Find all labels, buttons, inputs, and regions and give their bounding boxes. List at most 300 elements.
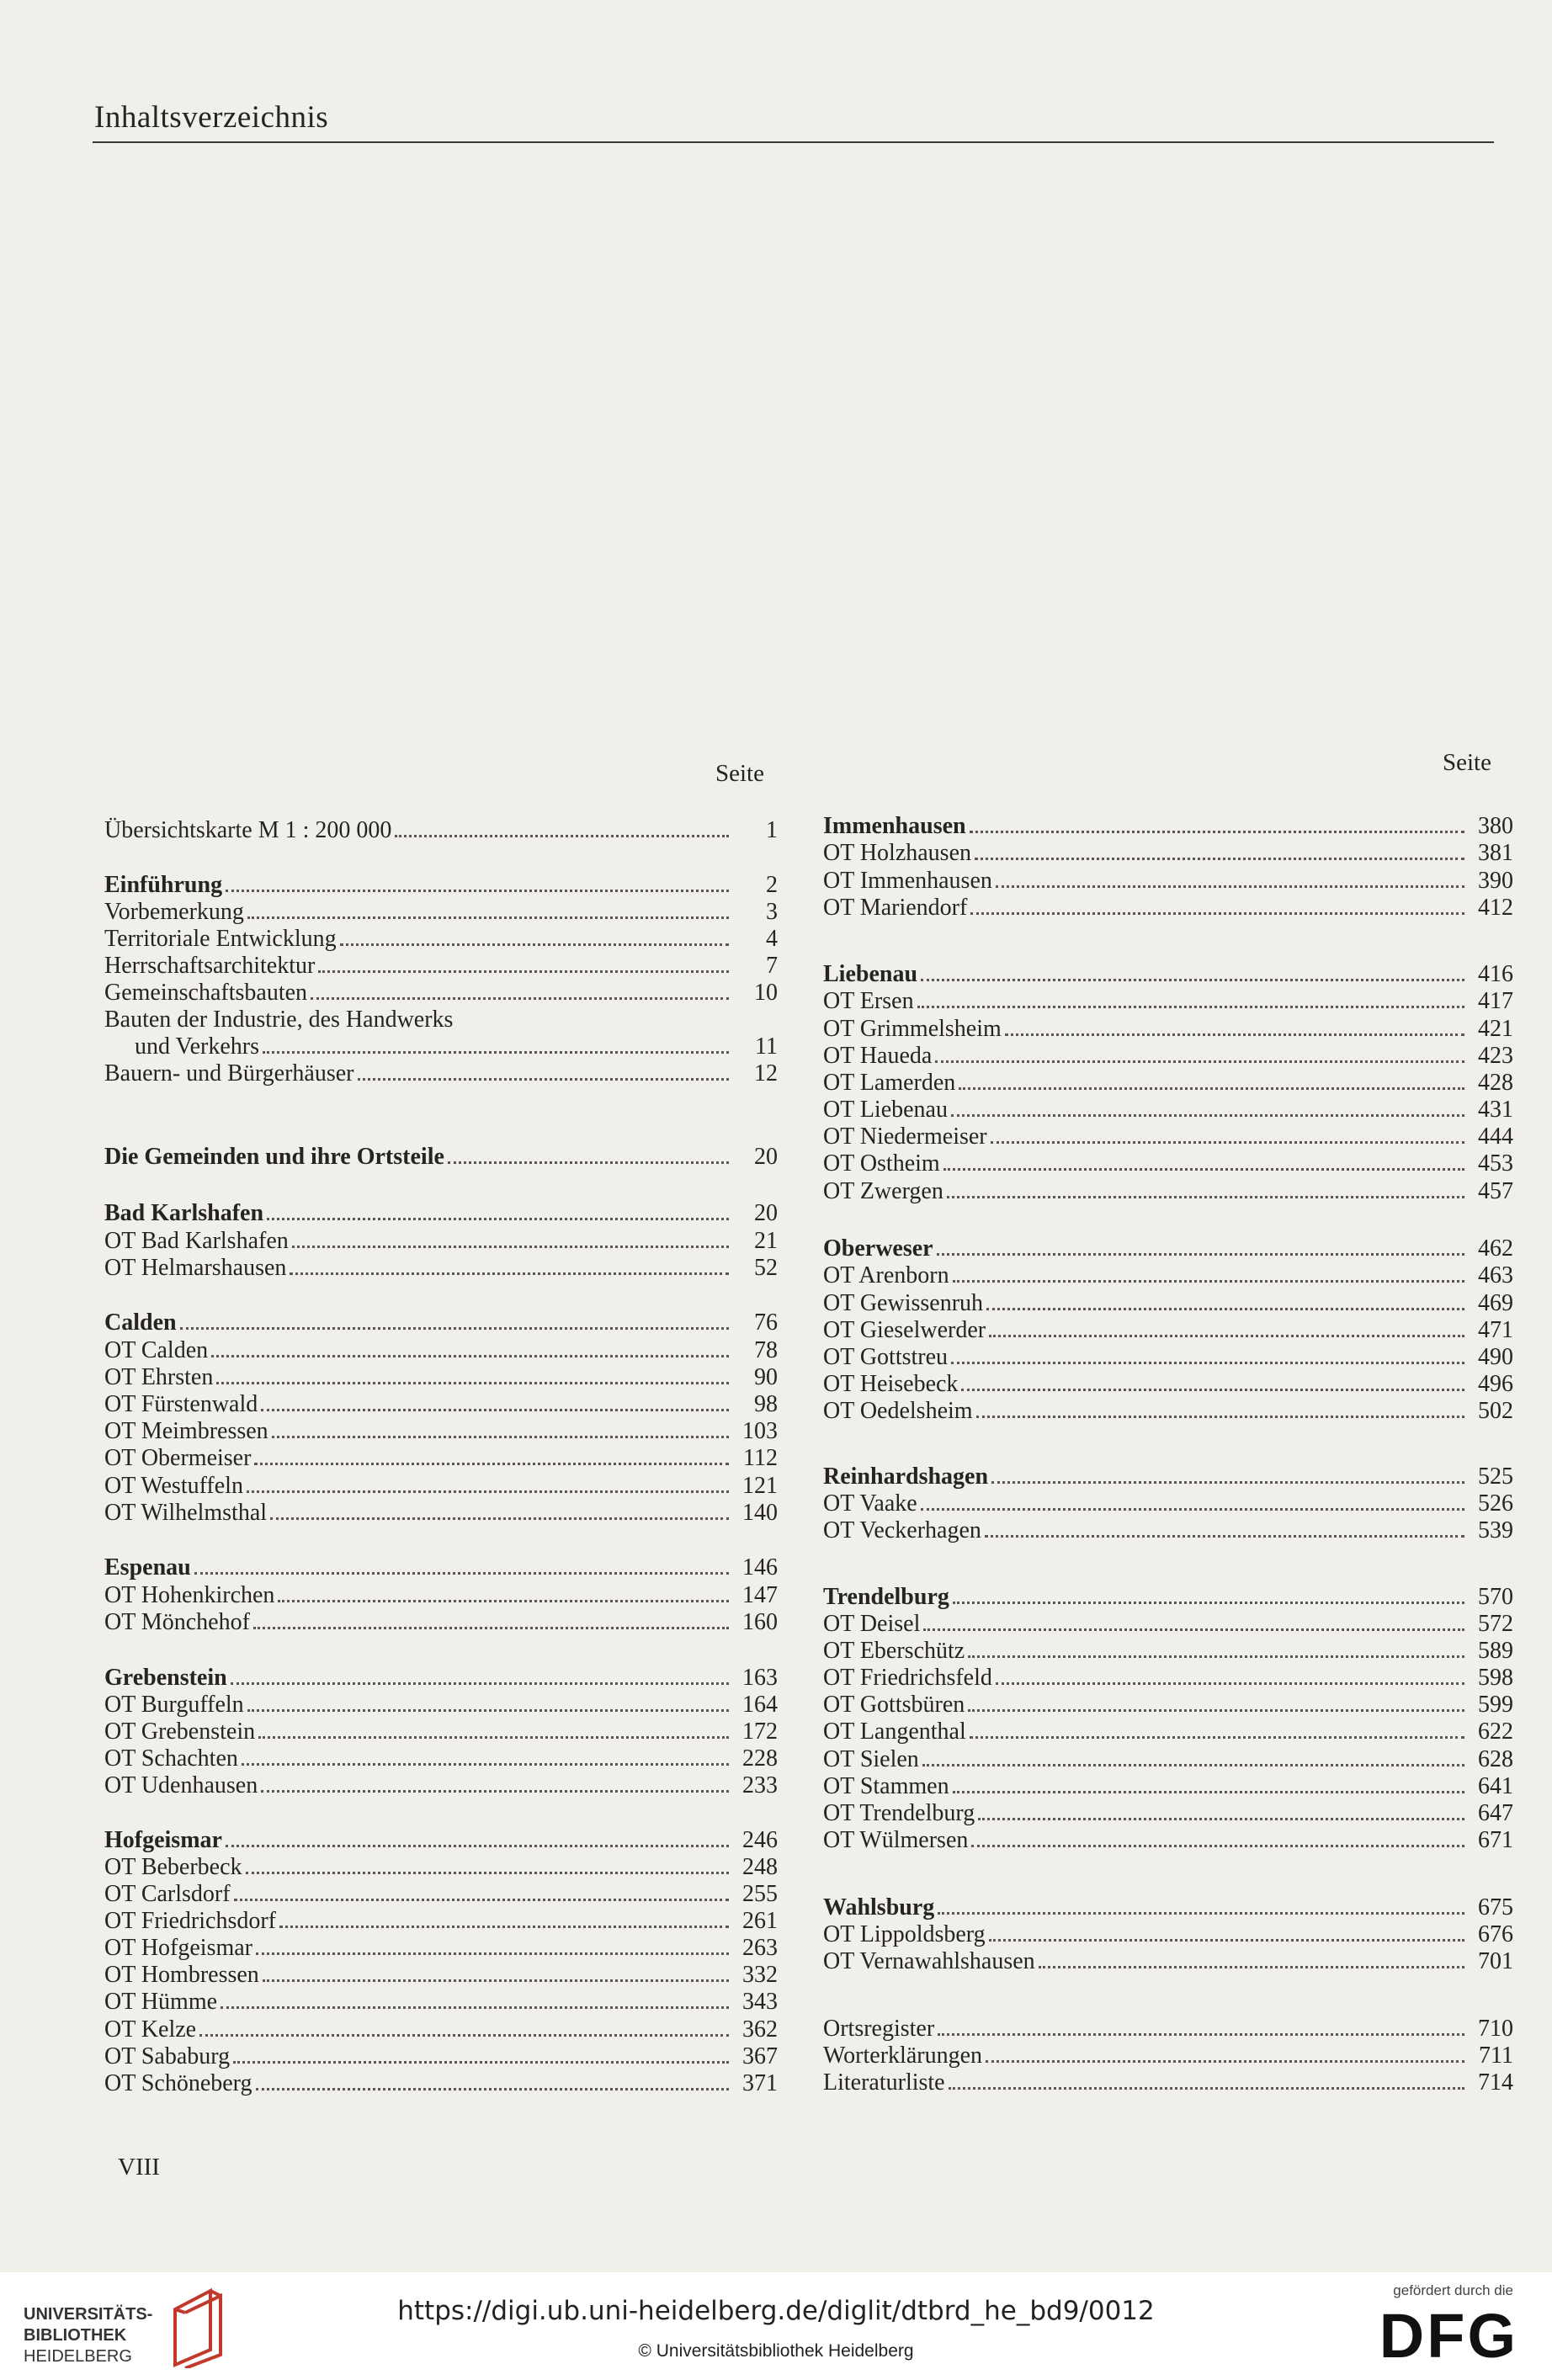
- toc-entry-title: Trendelburg: [823, 1584, 949, 1610]
- toc-entry-page: 261: [742, 1908, 778, 1934]
- toc-entry[interactable]: [823, 1517, 1513, 1545]
- toc-entry-title: OT Holzhausen: [823, 840, 971, 866]
- toc-leader-dots: [975, 858, 1464, 860]
- toc-entry-title: Ortsregister: [823, 2016, 935, 2042]
- toc-entry[interactable]: [104, 1718, 778, 1746]
- toc-entry-title: OT Bad Karlshafen: [104, 1228, 289, 1254]
- toc-leader-dots: [256, 2088, 729, 2090]
- toc-entry-page: 469: [1478, 1290, 1513, 1316]
- toc-entry[interactable]: [104, 952, 778, 980]
- toc-entry[interactable]: [104, 1745, 778, 1773]
- document-url-link[interactable]: https://digi.ub.uni-heidelberg.de/diglit/dtbrd_he_bd9/0012: [397, 2296, 1155, 2326]
- toc-entry[interactable]: [104, 925, 778, 954]
- toc-leader-dots: [978, 1818, 1464, 1820]
- library-logo-line: UNIVERSITÄTS-: [24, 2305, 153, 2324]
- toc-entry[interactable]: [104, 1581, 778, 1610]
- toc-entry-page: 90: [754, 1364, 778, 1390]
- toc-leader-dots: [242, 1763, 729, 1766]
- toc-entry[interactable]: [104, 1691, 778, 1719]
- toc-leader-dots: [989, 1939, 1464, 1942]
- toc-entry-title: Hofgeismar: [104, 1827, 222, 1853]
- toc-entry-title: OT Wülmersen: [823, 1827, 969, 1853]
- library-logo-line: HEIDELBERG: [24, 2347, 132, 2366]
- toc-entry[interactable]: [104, 1199, 778, 1228]
- toc-entry-page: 526: [1478, 1490, 1513, 1517]
- seite-label-left: Seite: [715, 760, 764, 787]
- toc-entry-page: 11: [755, 1033, 778, 1060]
- toc-entry-page: 589: [1478, 1638, 1513, 1664]
- toc-leader-dots: [991, 1141, 1464, 1144]
- toc-entry-title: OT Vaake: [823, 1490, 917, 1517]
- toc-leader-dots: [996, 1682, 1464, 1685]
- toc-entry-title: Oberweser: [823, 1235, 933, 1262]
- toc-entry-page: 496: [1478, 1371, 1513, 1397]
- toc-leader-dots: [216, 1382, 729, 1384]
- toc-entry-title: OT Sielen: [823, 1746, 919, 1772]
- toc-entry[interactable]: [823, 1664, 1513, 1692]
- toc-leader-dots: [318, 970, 729, 973]
- toc-entry[interactable]: [104, 1934, 778, 1963]
- toc-entry-page: 103: [742, 1418, 778, 1444]
- toc-entry-page: 714: [1478, 2069, 1513, 2096]
- toc-entry[interactable]: [104, 1664, 778, 1692]
- toc-entry[interactable]: [823, 1745, 1513, 1774]
- toc-entry-page: 676: [1478, 1921, 1513, 1947]
- toc-leader-dots: [989, 1335, 1464, 1337]
- toc-entry[interactable]: [823, 1343, 1513, 1372]
- toc-entry[interactable]: [823, 1096, 1513, 1124]
- toc-entry-title: Grebenstein: [104, 1665, 227, 1691]
- toc-entry[interactable]: [823, 1583, 1513, 1612]
- toc-entry[interactable]: [823, 1289, 1513, 1318]
- toc-leader-dots: [986, 1308, 1464, 1310]
- toc-entry-page: 7: [766, 953, 778, 979]
- toc-leader-dots: [970, 912, 1464, 915]
- toc-entry-title: Gemeinschaftsbauten: [104, 980, 308, 1006]
- toc-leader-dots: [935, 1060, 1464, 1063]
- toc-leader-dots: [290, 1272, 729, 1275]
- toc-leader-dots: [953, 1280, 1464, 1283]
- toc-leader-dots: [358, 1078, 729, 1081]
- toc-entry-page: 248: [742, 1854, 778, 1880]
- toc-entry-title: OT Niedermeiser: [823, 1124, 987, 1150]
- toc-entry[interactable]: [823, 1316, 1513, 1345]
- footer-bar: [0, 2272, 1552, 2380]
- header-rule: [93, 141, 1494, 143]
- toc-entry[interactable]: [104, 1826, 778, 1855]
- toc-entry[interactable]: [823, 1894, 1513, 1922]
- toc-entry-title: OT Kelze: [104, 2016, 197, 2043]
- toc-entry-page: 471: [1478, 1317, 1513, 1343]
- toc-entry-page: 628: [1478, 1746, 1513, 1772]
- toc-entry-page: 121: [742, 1473, 778, 1499]
- toc-leader-dots: [261, 1790, 729, 1793]
- toc-entry-title: OT Calden: [104, 1337, 209, 1363]
- toc-leader-dots: [340, 943, 729, 946]
- toc-leader-dots: [194, 1572, 729, 1575]
- toc-leader-dots: [267, 1218, 729, 1220]
- toc-entry-page: 710: [1478, 2016, 1513, 2042]
- toc-leader-dots: [951, 1114, 1464, 1117]
- toc-entry-page: 381: [1478, 840, 1513, 866]
- toc-entry-page: 490: [1478, 1344, 1513, 1370]
- toc-entry-page: 263: [742, 1935, 778, 1961]
- toc-entry-page: 412: [1478, 895, 1513, 921]
- toc-leader-dots: [311, 997, 729, 1000]
- toc-entry[interactable]: [104, 1060, 778, 1088]
- toc-leader-dots: [985, 1535, 1464, 1538]
- toc-entry-title: Literaturliste: [823, 2069, 945, 2096]
- toc-entry-title: OT Trendelburg: [823, 1800, 975, 1826]
- toc-entry[interactable]: [104, 1853, 778, 1882]
- toc-leader-dots: [947, 1196, 1464, 1198]
- toc-entry-title: OT Heisebeck: [823, 1371, 959, 1397]
- toc-entry-title: OT Arenborn: [823, 1262, 949, 1288]
- toc-leader-dots: [254, 1463, 729, 1465]
- toc-entry-page: 421: [1478, 1016, 1513, 1042]
- toc-entry[interactable]: [104, 1227, 778, 1256]
- toc-leader-dots: [951, 1362, 1464, 1364]
- toc-entry[interactable]: [823, 1826, 1513, 1855]
- dfg-logo[interactable]: DFG: [1379, 2301, 1518, 2371]
- toc-entry-title: OT Helmarshausen: [104, 1255, 287, 1281]
- toc-entry-page: 172: [742, 1719, 778, 1745]
- toc-entry-page: 4: [766, 926, 778, 952]
- toc-leader-dots: [961, 1389, 1464, 1391]
- seite-label-right: Seite: [1443, 749, 1491, 776]
- toc-entry[interactable]: [104, 2043, 778, 2071]
- toc-entry-page: 362: [742, 2016, 778, 2043]
- toc-entry-title: Territoriale Entwicklung: [104, 926, 337, 952]
- toc-entry-title: OT Stammen: [823, 1773, 949, 1799]
- toc-entry-title: Bauern- und Bürgerhäuser: [104, 1060, 354, 1086]
- toc-entry[interactable]: [823, 1463, 1513, 1491]
- toc-entry-title: Espenau: [104, 1554, 191, 1580]
- toc-entry-page: 502: [1478, 1398, 1513, 1424]
- toc-entry-page: 647: [1478, 1800, 1513, 1826]
- toc-entry-title: OT Grimmelsheim: [823, 1016, 1002, 1042]
- toc-entry-page: 423: [1478, 1043, 1513, 1069]
- toc-entry[interactable]: [823, 1772, 1513, 1801]
- toc-entry-title: Reinhardshagen: [823, 1464, 989, 1490]
- toc-leader-dots: [968, 1709, 1464, 1712]
- toc-entry[interactable]: [823, 1610, 1513, 1639]
- toc-entry[interactable]: [104, 1472, 778, 1501]
- toc-entry-page: 599: [1478, 1692, 1513, 1718]
- toc-entry-title: OT Friedrichsdorf: [104, 1908, 276, 1934]
- toc-leader-dots: [253, 1627, 729, 1629]
- toc-entry-title: OT Friedrichsfeld: [823, 1665, 992, 1691]
- toc-entry[interactable]: [823, 1947, 1513, 1976]
- toc-leader-dots: [247, 1709, 729, 1712]
- toc-entry[interactable]: [104, 1772, 778, 1800]
- toc-entry-title: OT Haueda: [823, 1043, 933, 1069]
- toc-entry[interactable]: [104, 816, 778, 845]
- toc-entry[interactable]: [104, 898, 778, 927]
- toc-entry-title: OT Hümme: [104, 1989, 218, 2015]
- toc-entry-title: Herrschaftsarchitektur: [104, 953, 316, 979]
- toc-entry[interactable]: [823, 1262, 1513, 1290]
- toc-leader-dots: [199, 2034, 729, 2037]
- toc-entry[interactable]: [104, 1880, 778, 1909]
- toc-leader-dots: [938, 2033, 1464, 2036]
- toc-entry[interactable]: [104, 871, 778, 900]
- toc-entry-title: OT Obermeiser: [104, 1445, 252, 1471]
- toc-entry[interactable]: [823, 894, 1513, 922]
- toc-leader-dots: [256, 1952, 729, 1955]
- toc-entry-page: 52: [754, 1255, 778, 1281]
- toc-entry-title: OT Gottsbüren: [823, 1692, 965, 1718]
- toc-entry-page: 671: [1478, 1827, 1513, 1853]
- toc-entry-page: 711: [1479, 2043, 1513, 2069]
- toc-leader-dots: [270, 1517, 729, 1520]
- toc-entry-page: 163: [742, 1665, 778, 1691]
- toc-leader-dots: [971, 1845, 1464, 1847]
- toc-entry[interactable]: [823, 1235, 1513, 1263]
- toc-entry-title: Bad Karlshafen: [104, 1200, 264, 1226]
- toc-leader-dots: [970, 1736, 1464, 1739]
- toc-entry-title: OT Veckerhagen: [823, 1517, 981, 1543]
- toc-entry[interactable]: [823, 1069, 1513, 1097]
- toc-entry-title: OT Carlsdorf: [104, 1881, 231, 1907]
- toc-entry-page: 2: [766, 872, 778, 898]
- toc-entry-title: OT Oedelsheim: [823, 1398, 973, 1424]
- toc-entry[interactable]: [104, 1033, 778, 1061]
- toc-leader-dots: [921, 1508, 1464, 1511]
- toc-leader-dots: [247, 916, 729, 919]
- toc-entry-title: und Verkehrs: [135, 1033, 260, 1060]
- toc-entry-page: 20: [754, 1200, 778, 1226]
- toc-entry-title: Wahlsburg: [823, 1894, 935, 1920]
- toc-entry-title: OT Schöneberg: [104, 2070, 252, 2096]
- toc-leader-dots: [921, 979, 1464, 981]
- toc-entry[interactable]: [104, 1006, 778, 1034]
- toc-leader-dots: [1005, 1033, 1464, 1036]
- toc-entry-page: 390: [1478, 868, 1513, 894]
- toc-entry[interactable]: [823, 1490, 1513, 1518]
- toc-entry[interactable]: [823, 1370, 1513, 1399]
- toc-entry[interactable]: [104, 1554, 778, 1582]
- toc-entry[interactable]: [104, 1907, 778, 1936]
- toc-entry-page: 570: [1478, 1584, 1513, 1610]
- toc-entry[interactable]: [104, 1254, 778, 1283]
- toc-entry[interactable]: [104, 1390, 778, 1419]
- toc-entry-title: OT Lamerden: [823, 1070, 956, 1096]
- toc-entry-page: 78: [754, 1337, 778, 1363]
- toc-entry[interactable]: [823, 1177, 1513, 1206]
- toc-entry-title: OT Hofgeismar: [104, 1935, 252, 1961]
- toc-leader-dots: [953, 1602, 1464, 1604]
- toc-entry-page: 10: [754, 980, 778, 1006]
- toc-leader-dots: [233, 2061, 729, 2064]
- toc-leader-dots: [938, 1912, 1464, 1915]
- toc-entry-page: 140: [742, 1500, 778, 1526]
- toc-entry-page: 164: [742, 1692, 778, 1718]
- dfg-caption: gefördert durch die: [1393, 2282, 1513, 2298]
- toc-entry[interactable]: [823, 839, 1513, 868]
- toc-entry-page: 146: [742, 1554, 778, 1580]
- toc-entry[interactable]: [823, 2015, 1513, 2043]
- toc-leader-dots: [923, 1628, 1464, 1631]
- toc-entry[interactable]: [823, 1397, 1513, 1426]
- toc-entry-title: OT Mariendorf: [823, 895, 968, 921]
- toc-entry-page: 417: [1478, 988, 1513, 1014]
- toc-entry-title: OT Zwergen: [823, 1178, 943, 1204]
- toc-entry-page: 228: [742, 1745, 778, 1772]
- toc-entry[interactable]: [104, 2069, 778, 2098]
- toc-entry-title: OT Gieselwerder: [823, 1317, 986, 1343]
- toc-entry-page: 380: [1478, 813, 1513, 839]
- toc-entry[interactable]: [823, 1042, 1513, 1070]
- toc-entry-page: 233: [742, 1772, 778, 1798]
- toc-leader-dots: [279, 1926, 729, 1928]
- toc-entry[interactable]: [823, 1637, 1513, 1665]
- toc-entry-title: OT Mönchehof: [104, 1609, 250, 1635]
- toc-entry-title: OT Immenhausen: [823, 868, 992, 894]
- page-number: VIII: [118, 2154, 160, 2181]
- toc-entry-title: OT Fürstenwald: [104, 1391, 258, 1417]
- toc-entry-title: OT Sababurg: [104, 2043, 231, 2069]
- toc-entry-page: 160: [742, 1609, 778, 1635]
- toc-entry-title: OT Ersen: [823, 988, 914, 1014]
- toc-entry[interactable]: [104, 1417, 778, 1446]
- toc-leader-dots: [917, 1006, 1464, 1008]
- toc-entry-page: 701: [1478, 1948, 1513, 1974]
- toc-entry-page: 598: [1478, 1665, 1513, 1691]
- toc-entry[interactable]: [823, 1799, 1513, 1828]
- toc-leader-dots: [395, 835, 729, 837]
- toc-entry-page: 622: [1478, 1719, 1513, 1745]
- toc-entry-page: 675: [1478, 1894, 1513, 1920]
- toc-leader-dots: [180, 1327, 729, 1330]
- toc-entry-title: OT Wilhelmsthal: [104, 1500, 268, 1526]
- toc-entry-title: OT Hombressen: [104, 1962, 259, 1988]
- toc-entry-page: 539: [1478, 1517, 1513, 1543]
- toc-entry[interactable]: [104, 1988, 778, 2016]
- toc-leader-dots: [1039, 1966, 1464, 1968]
- toc-entry-title: Bauten der Industrie, des Handwerks: [104, 1007, 454, 1033]
- toc-entry-page: 444: [1478, 1124, 1513, 1150]
- toc-entry[interactable]: [104, 2016, 778, 2044]
- toc-leader-dots: [949, 2087, 1464, 2090]
- toc-entry[interactable]: [823, 867, 1513, 895]
- toc-entry-page: 12: [754, 1060, 778, 1086]
- toc-leader-dots: [247, 1490, 729, 1493]
- toc-leader-dots: [261, 1409, 729, 1411]
- toc-entry-page: 431: [1478, 1097, 1513, 1123]
- toc-entry-page: 332: [742, 1962, 778, 1988]
- toc-entry[interactable]: [104, 1363, 778, 1392]
- toc-entry-title: OT Ostheim: [823, 1150, 940, 1177]
- toc-entry-page: 98: [754, 1391, 778, 1417]
- toc-entry-title: OT Westuffeln: [104, 1473, 243, 1499]
- toc-entry-title: OT Liebenau: [823, 1097, 948, 1123]
- toc-entry-title: Immenhausen: [823, 813, 966, 839]
- toc-entry-title: OT Gewissenruh: [823, 1290, 984, 1316]
- toc-entry[interactable]: [823, 987, 1513, 1016]
- toc-entry-title: Worterklärungen: [823, 2043, 982, 2069]
- toc-leader-dots: [996, 885, 1464, 888]
- toc-entry-page: 453: [1478, 1150, 1513, 1177]
- toc-leader-dots: [976, 1416, 1464, 1418]
- toc-entry[interactable]: [823, 1150, 1513, 1178]
- toc-leader-dots: [226, 1845, 729, 1847]
- toc-entry-page: 463: [1478, 1262, 1513, 1288]
- toc-entry-page: 416: [1478, 961, 1513, 987]
- toc-entry[interactable]: [823, 1015, 1513, 1044]
- toc-entry-title: OT Eberschütz: [823, 1638, 965, 1664]
- toc-leader-dots: [272, 1436, 729, 1438]
- toc-entry-page: 641: [1478, 1773, 1513, 1799]
- toc-entry-title: OT Hohenkirchen: [104, 1582, 275, 1608]
- toc-entry[interactable]: [823, 2042, 1513, 2070]
- toc-entry[interactable]: [104, 1309, 778, 1337]
- page-title: Inhaltsverzeichnis: [94, 100, 329, 135]
- toc-leader-dots: [226, 890, 729, 892]
- toc-entry-page: 255: [742, 1881, 778, 1907]
- toc-leader-dots: [221, 2006, 729, 2009]
- toc-leader-dots: [263, 1979, 729, 1982]
- toc-entry-title: OT Burguffeln: [104, 1692, 244, 1718]
- toc-entry-page: 367: [742, 2043, 778, 2069]
- toc-entry-page: 76: [754, 1310, 778, 1336]
- toc-entry-page: 147: [742, 1582, 778, 1608]
- toc-entry[interactable]: [104, 1336, 778, 1365]
- toc-leader-dots: [970, 831, 1464, 833]
- toc-entry[interactable]: [104, 979, 778, 1007]
- toc-leader-dots: [258, 1736, 729, 1739]
- toc-entry-title: Liebenau: [823, 961, 918, 987]
- toc-entry[interactable]: [823, 960, 1513, 989]
- toc-entry-title: OT Deisel: [823, 1611, 921, 1637]
- toc-entry-page: 246: [742, 1827, 778, 1853]
- toc-entry-title: OT Lippoldsberg: [823, 1921, 986, 1947]
- toc-entry-title: Einführung: [104, 872, 223, 898]
- toc-entry[interactable]: [104, 1444, 778, 1473]
- toc-entry-title: OT Beberbeck: [104, 1854, 242, 1880]
- toc-leader-dots: [986, 2060, 1464, 2063]
- toc-entry-page: 20: [754, 1144, 778, 1170]
- toc-entry[interactable]: [823, 1718, 1513, 1746]
- toc-leader-dots: [234, 1899, 729, 1901]
- toc-entry[interactable]: [104, 1608, 778, 1637]
- toc-entry-page: 572: [1478, 1611, 1513, 1637]
- toc-leader-dots: [211, 1355, 729, 1357]
- toc-entry-page: 3: [766, 899, 778, 925]
- toc-leader-dots: [959, 1087, 1464, 1090]
- toc-leader-dots: [937, 1253, 1464, 1256]
- toc-leader-dots: [278, 1600, 729, 1602]
- toc-entry-title: OT Schachten: [104, 1745, 238, 1772]
- toc-entry[interactable]: [104, 1499, 778, 1527]
- toc-entry[interactable]: [104, 1961, 778, 1990]
- toc-entry[interactable]: [823, 812, 1513, 841]
- toc-entry[interactable]: [823, 1691, 1513, 1719]
- toc-entry-page: 343: [742, 1989, 778, 2015]
- toc-leader-dots: [292, 1246, 729, 1248]
- toc-entry[interactable]: [823, 1123, 1513, 1151]
- toc-entry[interactable]: [823, 1920, 1513, 1949]
- toc-entry-title: OT Gottstreu: [823, 1344, 949, 1370]
- toc-entry-title: OT Langenthal: [823, 1719, 966, 1745]
- toc-entry-title: OT Meimbressen: [104, 1418, 268, 1444]
- toc-entry-title: Übersichtskarte M 1 : 200 000: [104, 817, 392, 843]
- toc-entry-page: 462: [1478, 1235, 1513, 1262]
- toc-entry[interactable]: [104, 1143, 778, 1171]
- toc-entry-title: OT Grebenstein: [104, 1719, 256, 1745]
- toc-leader-dots: [231, 1682, 729, 1685]
- toc-entry[interactable]: [823, 2069, 1513, 2097]
